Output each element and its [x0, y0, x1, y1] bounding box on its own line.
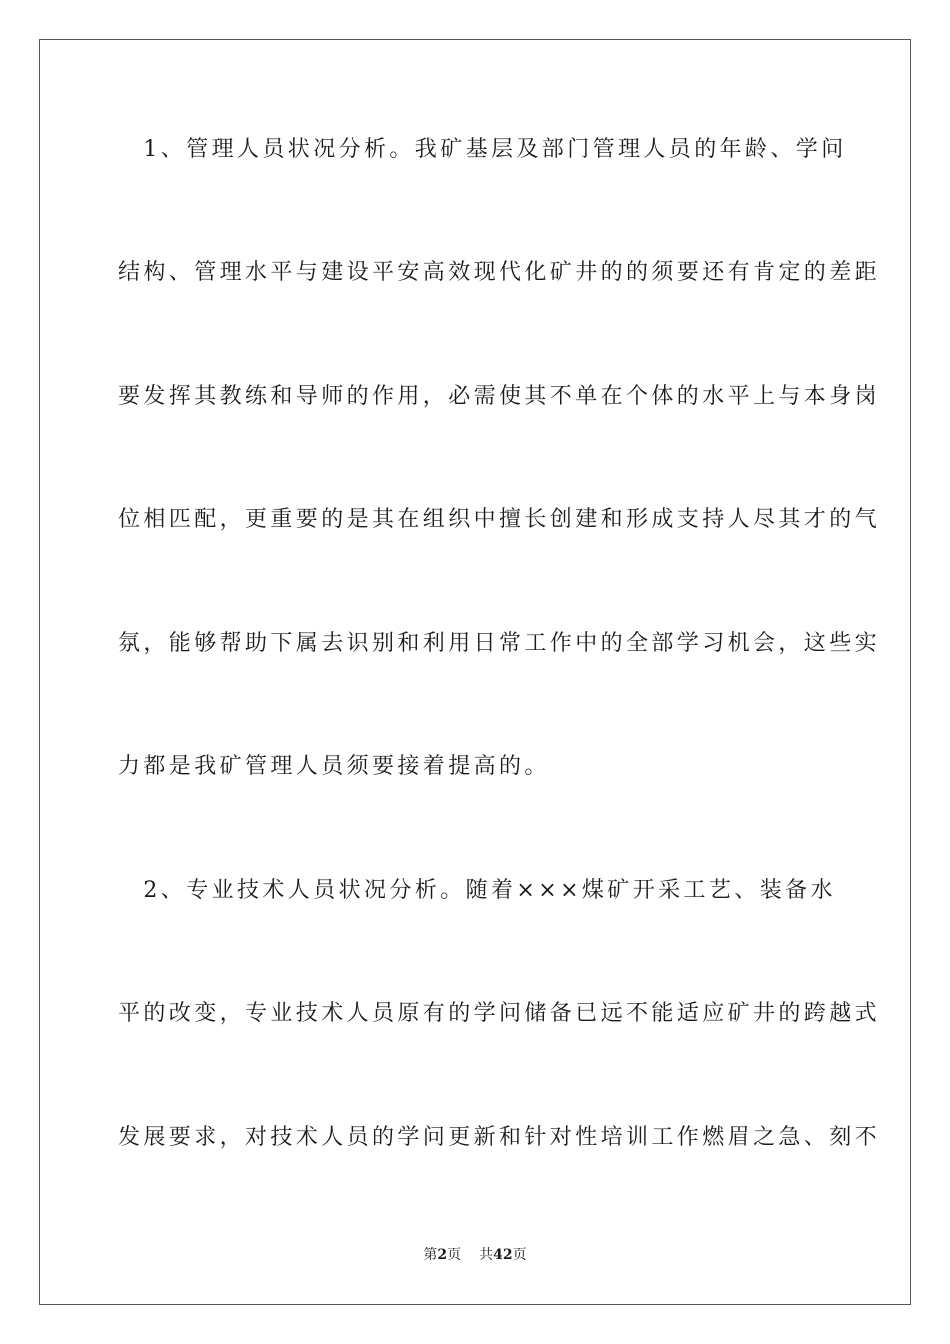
paragraph-line-2: 结构、管理水平与建设平安高效现代化矿井的的须要还有肯定的差距	[118, 260, 881, 285]
page-border	[39, 39, 911, 1305]
paragraph-line-7: 2、专业技术人员状况分析。随着×××煤矿开采工艺、装备水	[118, 878, 836, 903]
footer-total-prefix: 共	[479, 1247, 494, 1263]
paragraph-line-5: 氛，能够帮助下属去识别和利用日常工作中的全部学习机会，这些实	[118, 631, 881, 656]
footer-total-suffix: 页	[512, 1247, 527, 1263]
footer-page-prefix: 第	[423, 1247, 438, 1263]
paragraph-line-1: 1、管理人员状况分析。我矿基层及部门管理人员的年龄、学问	[118, 137, 847, 162]
paragraph-line-9: 发展要求，对技术人员的学问更新和针对性培训工作燃眉之急、刻不	[118, 1125, 881, 1150]
page-footer	[0, 1245, 950, 1265]
paragraph-line-3: 要发挥其教练和导师的作用，必需使其不单在个体的水平上与本身岗	[118, 384, 881, 409]
paragraph-line-4: 位相匹配，更重要的是其在组织中擅长创建和形成支持人尽其才的气	[118, 507, 881, 532]
paragraph-line-8: 平的改变，专业技术人员原有的学问储备已远不能适应矿井的跨越式	[118, 1001, 881, 1026]
footer-page-number: 2	[437, 1247, 448, 1263]
paragraph-line-6: 力都是我矿管理人员须要接着提高的。	[118, 754, 550, 779]
footer-total-number: 42	[493, 1247, 513, 1263]
footer-page-suffix: 页	[447, 1247, 462, 1263]
